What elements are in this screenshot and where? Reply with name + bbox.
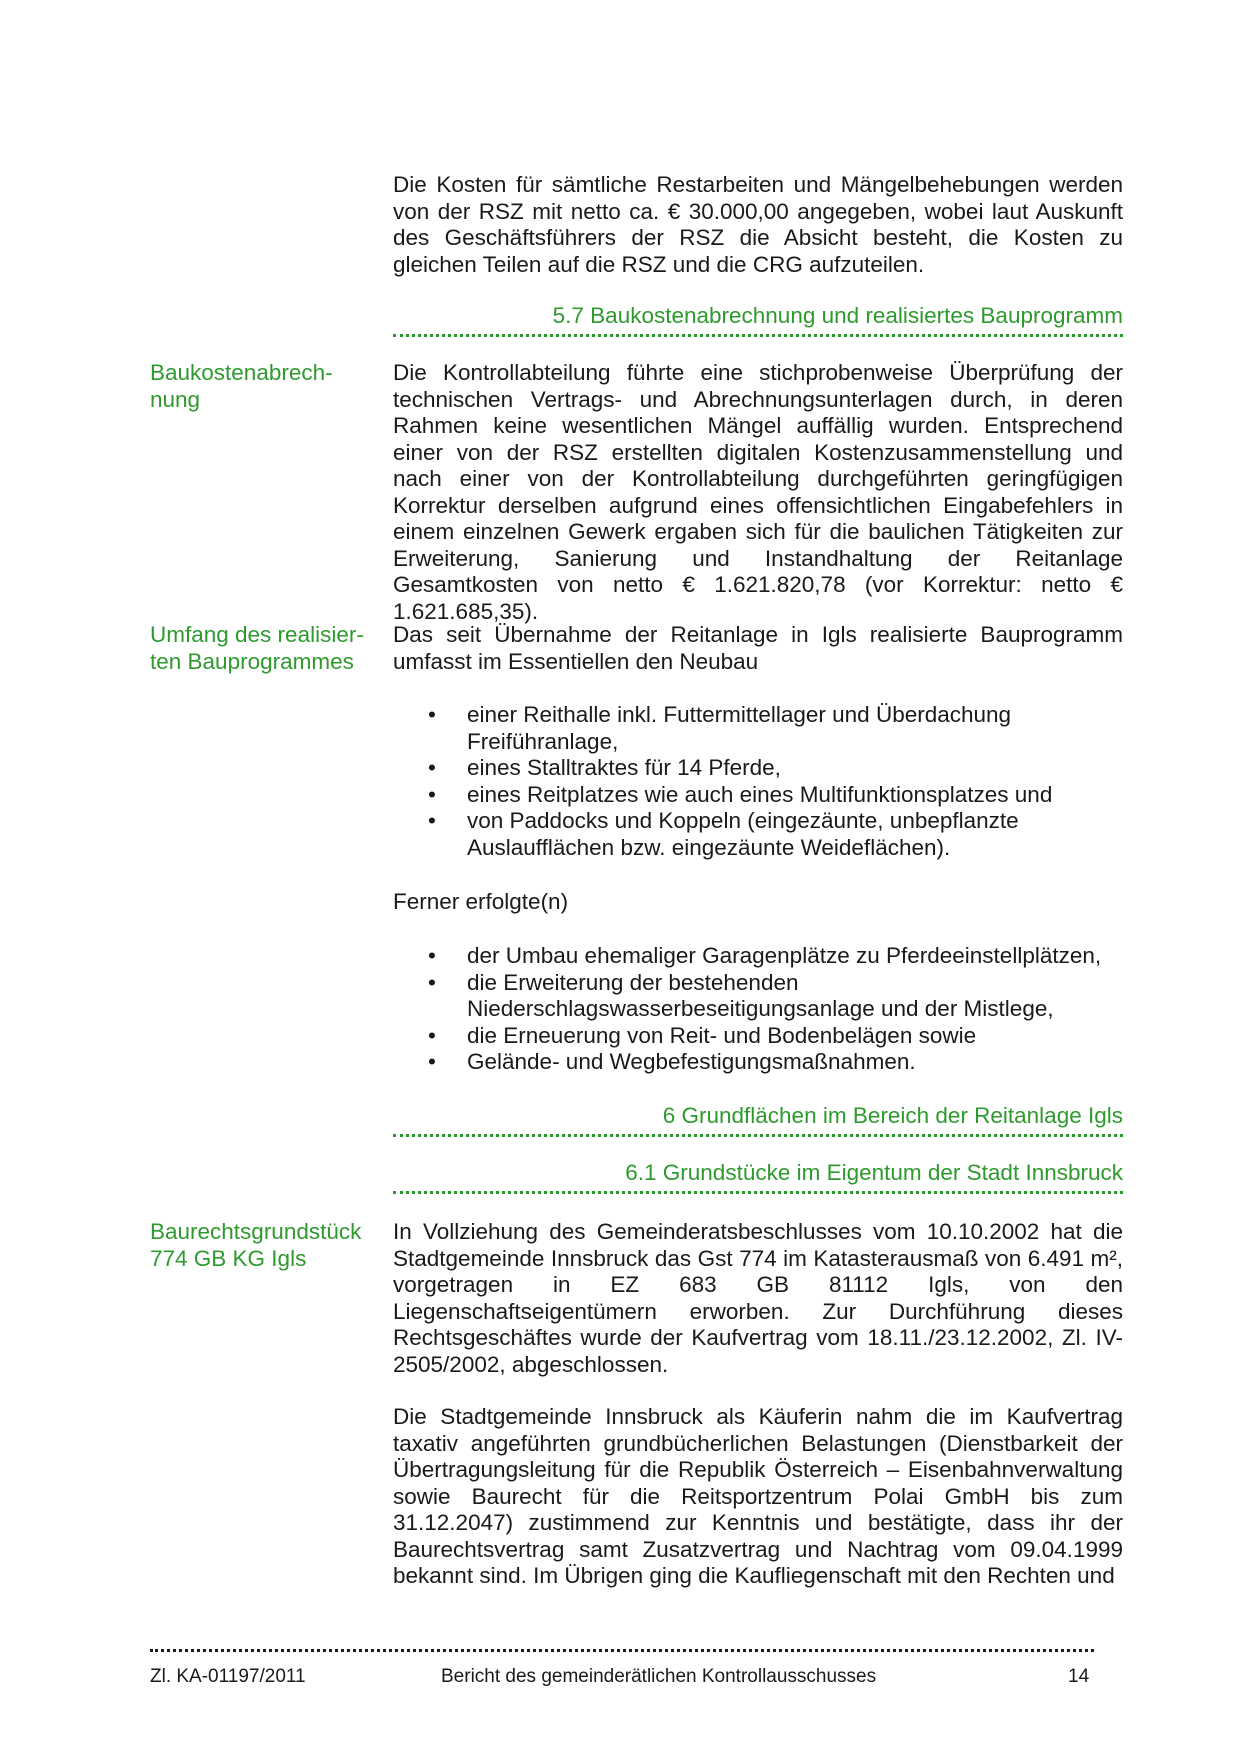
paragraph-intro: Die Kosten für sämtliche Restarbeiten und Mängelbehebungen werden von der RSZ mit netto ca. € 30.000,00 angegeben, wobei laut Auskunft des Geschäftsführers der RSZ die Absicht besteht, die Kosten zu gleichen Teilen auf die RSZ und die CRG aufzuteilen. [393,172,1123,277]
bullet-text: eines Reitplatzes wie auch eines Multifunktionsplatzes und [467,781,1053,807]
paragraph-baurecht-2: Die Stadtgemeinde Innsbruck als Käuferin nahm die im Kaufvertrag taxativ angeführten grundbücherlichen Belastungen (Dienstbarkeit der Übertragungsleitung für die Republik Österreich – Eisenbahnverwaltung sowie Baurecht für die Reitsportzentrum Polai GmbH bis zum 31.12.2047) zustimmend zur Kenntnis und bestätigte, dass ihr der Baurechtsvertrag samt Zusatzvertrag und Nachtrag vom 09.04.1999 bekannt sind. Im Übrigen ging die Kaufliegenschaft mit den Rechten und [393,1404,1123,1588]
bullet-icon: • [428,755,436,780]
bullet-icon: • [428,943,436,968]
margin-note-baurechtsgrundstueck: Baurechtsgrundstück 774 GB KG Igls [150,1219,362,1271]
paragraph-baurecht-1: In Vollziehung des Gemeinderatsbeschlusses vom 10.10.2002 hat die Stadtgemeinde Innsbruck das Gst 774 im Katasterausmaß von 6.491 m², vorgetragen in EZ 683 GB 81112 Igls, von den Liegenschaftseigentümern erworben. Zur Durchführung dieses Rechtsgeschäftes wurde der Kaufvertrag vom 18.11./23.12.2002, Zl. IV-2505/2002, abgeschlossen. [393,1219,1123,1377]
bullet-text: die Erneuerung von Reit- und Bodenbelägen sowie [467,1022,977,1048]
bullet-icon: • [428,1049,436,1074]
bullet-item [393,755,1123,782]
paragraph-baukostenabrechnung: Die Kontrollabteilung führte eine stichprobenweise Überprüfung der technischen Vertrags- und Abrechnungsunterlagen durch, in deren Rahmen keine wesentlichen Mängel auffällig wurden. Entsprechend einer von der RSZ erstellten digitalen Kostenzusammenstellung und nach einer von der Kontrollabteilung durchgeführten geringfügigen Korrektur derselben aufgrund eines offensichtlichen Eingabefehlers in einem einzelnen Gewerk ergaben sich für die baulichen Tätigkeiten zur Erweiterung, Sanierung und Instandhaltung der Reitanlage Gesamtkosten von netto € 1.621.820,78 (vor Korrektur: netto € 1.621.685,35). [393,360,1123,624]
bullet-text: der Umbau ehemaliger Garagenplätze zu Pferdeeinstellplätzen, [467,943,1102,968]
bullet-list-neubau [393,702,1123,861]
footer-title: Bericht des gemeinderätlichen Kontrollausschusses [441,1666,877,1687]
section-heading-6-1: 6.1 Grundstücke im Eigentum der Stadt Innsbruck [393,1160,1123,1194]
bullet-list-ferner [393,943,1123,1076]
paragraph-ferner: Ferner erfolgte(n) [393,889,569,914]
bullet-icon: • [428,808,436,833]
section-heading-6: 6 Grundflächen im Bereich der Reitanlage Igls [393,1103,1123,1137]
bullet-text: eines Stalltraktes für 14 Pferde, [467,755,781,780]
margin-note-umfang: Umfang des realisier- ten Bauprogrammes [150,622,364,674]
bullet-text: Gelände- und Wegbefestigungsmaßnahmen. [467,1049,916,1074]
section-heading-5-7: 5.7 Baukostenabrechnung und realisiertes Bauprogramm [393,303,1123,337]
bullet-item [393,943,1123,970]
bullet-text: einer Reithalle inkl. Futtermittellager und Überdachung Freiführanlage, [467,702,1012,754]
bullet-icon: • [428,1022,436,1048]
footer-page-number: 14 [1068,1666,1090,1687]
bullet-item [393,782,1123,809]
margin-note-baukostenabrechnung: Baukostenabrech- nung [150,360,333,412]
bullet-item [393,702,1123,755]
paragraph-umfang: Das seit Übernahme der Reitanlage in Igls realisierte Bauprogramm umfasst im Essentiellen den Neubau [393,622,1123,674]
bullet-icon: • [428,781,436,807]
footer-reference: Zl. KA-01197/2011 [150,1666,306,1687]
bullet-text: von Paddocks und Koppeln (eingezäunte, unbepflanzte Auslaufflächen bzw. eingezäunte Weideflächen). [467,808,1019,860]
footer-divider [150,1649,1094,1652]
bullet-text: die Erweiterung der bestehenden Niederschlagswasserbeseitigungsanlage und der Mistlege, [467,969,1054,1021]
bullet-item [393,808,1123,861]
bullet-icon: • [428,702,436,727]
bullet-item [393,1049,1123,1076]
bullet-item [393,1023,1123,1050]
bullet-icon: • [428,969,436,995]
bullet-item [393,970,1123,1023]
